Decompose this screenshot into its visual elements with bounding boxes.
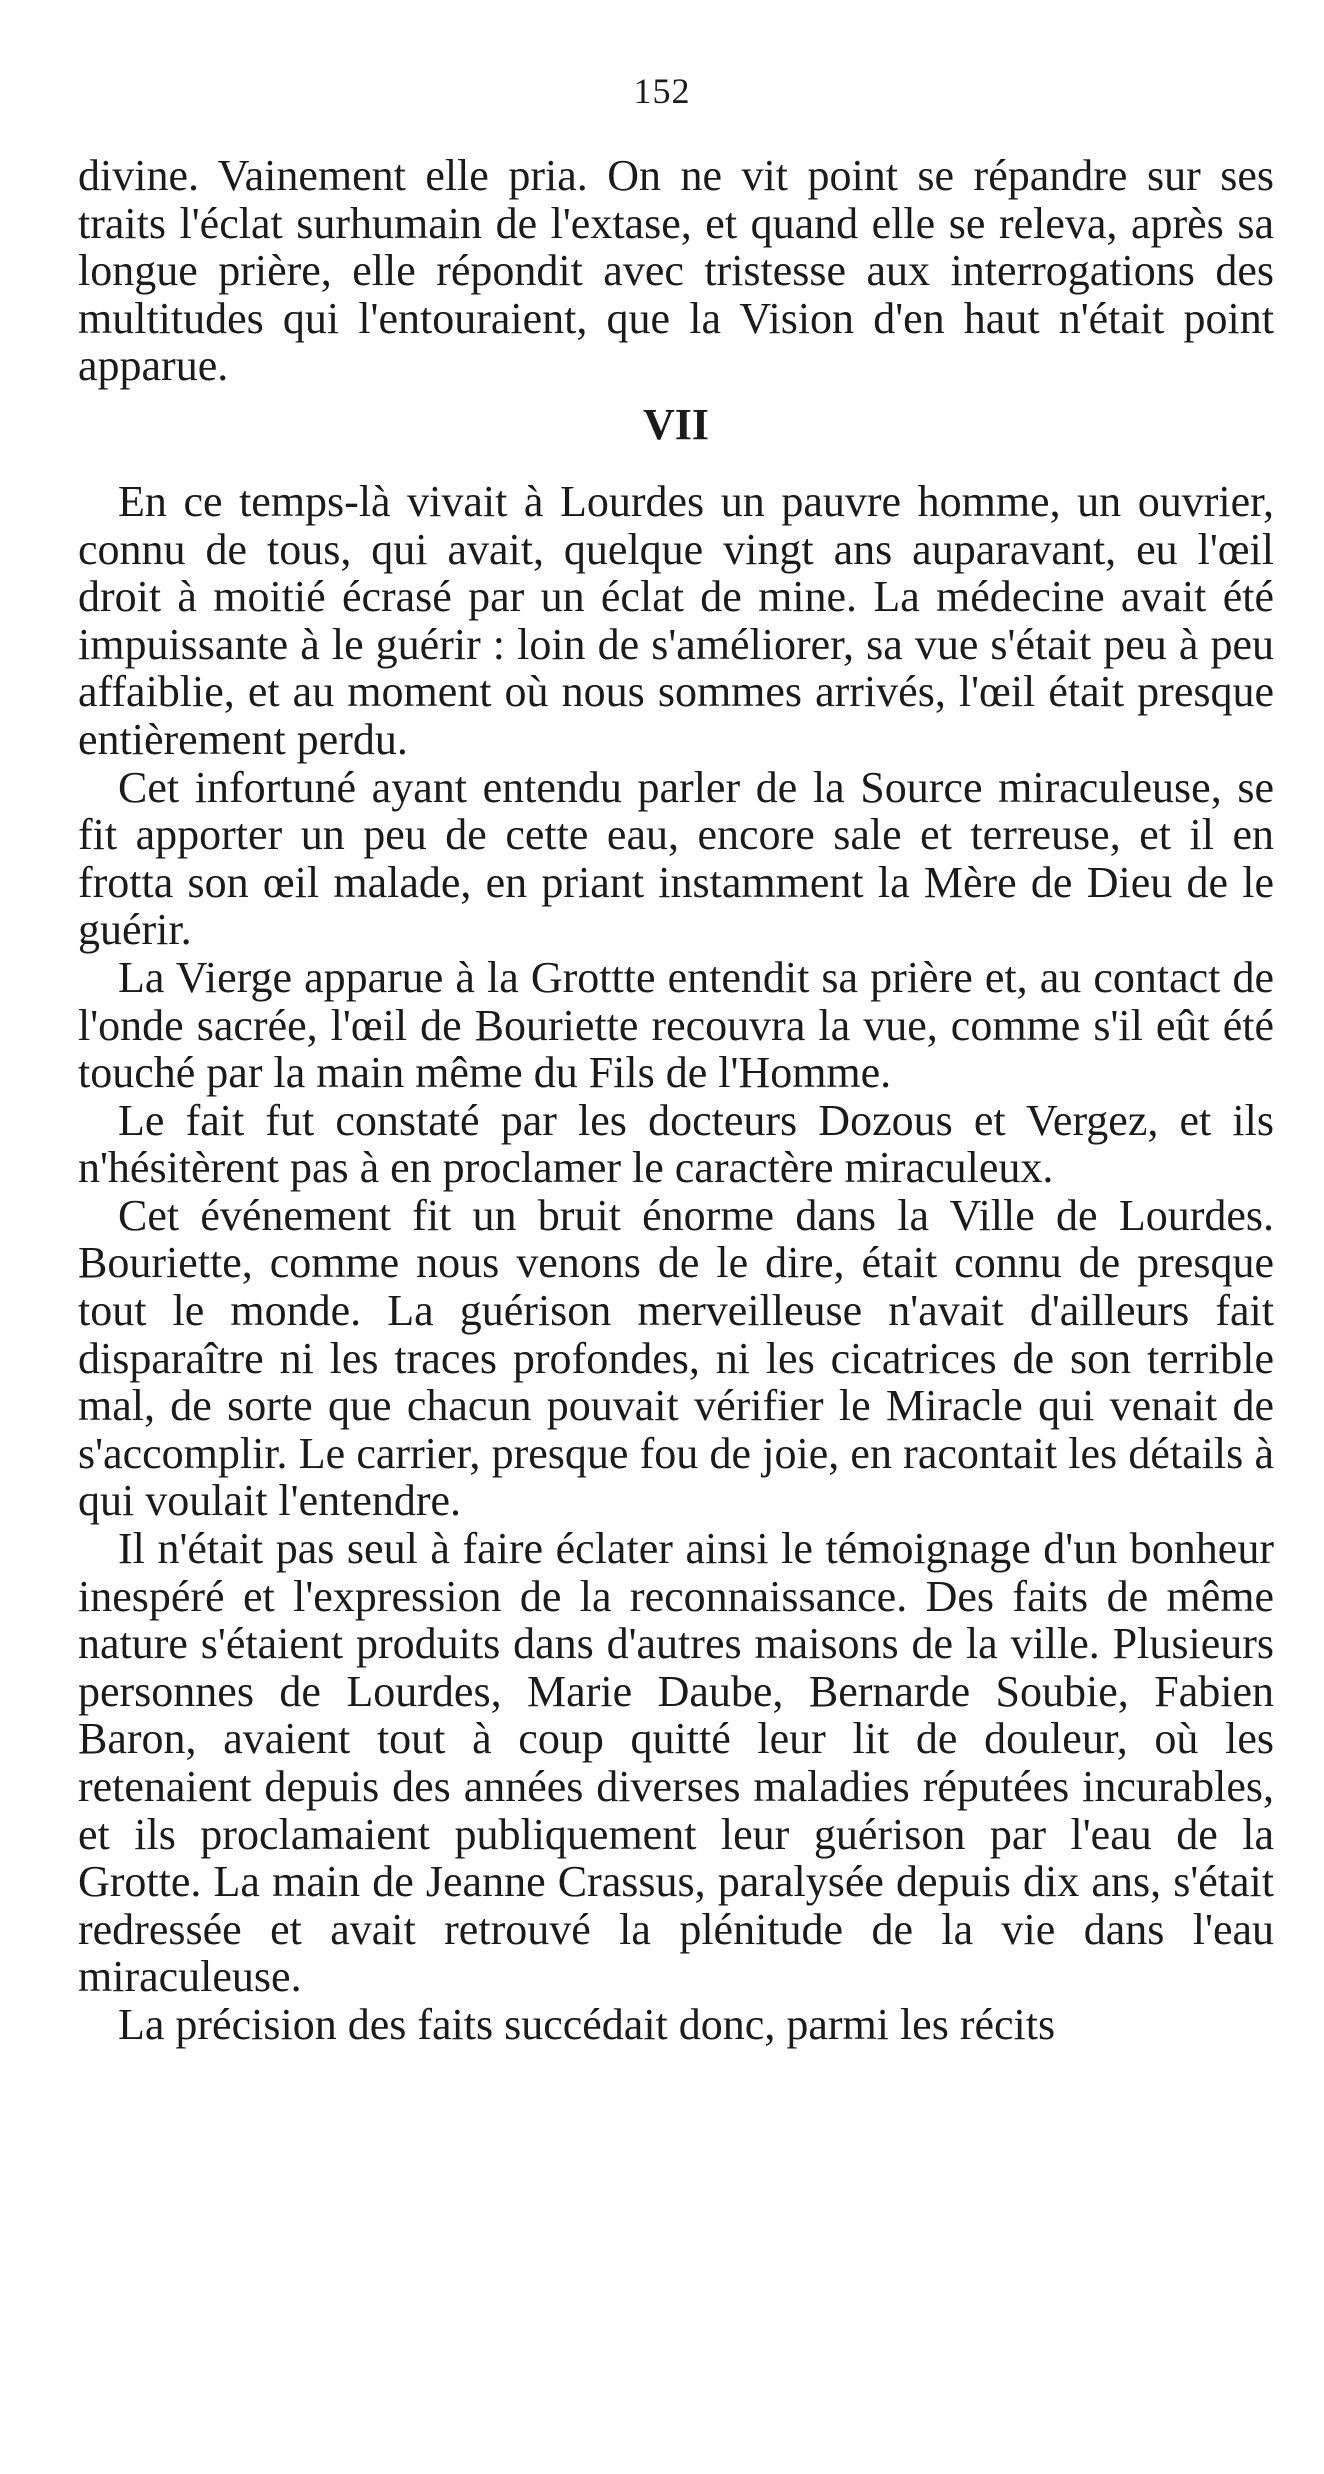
- paragraph-5: Cet événement fit un bruit énorme dans la Ville de Lourdes. Bouriette, comme nous venons de le dire, était connu de presque tout le monde. La guérison merveilleuse n'avait d'ailleurs fait disparaître ni les traces profondes, ni les cicatrices de son terrible mal, de sorte que chacun pouvait vérifier le Miracle qui venait de s'accomplir. Le carrier, presque fou de joie, en racontait les détails à qui voulait l'entendre.: [78, 1190, 1274, 1526]
- paragraph-2: Cet infortuné ayant entendu parler de la Source miraculeuse, se fit apporter un peu de cette eau, encore sale et terreuse, et il en frotta son œil malade, en priant instamment la Mère de Dieu de le guérir.: [78, 762, 1274, 955]
- opening-paragraph: divine. Vainement elle pria. On ne vit point se répandre sur ses traits l'éclat surhumain de l'extase, et quand elle se releva, après sa longue prière, elle répondit avec tristesse aux interrogations des multitudes qui l'entouraient, que la Vision d'en haut n'était point apparue.: [78, 151, 1274, 391]
- paragraph-4: Le fait fut constaté par les docteurs Dozous et Vergez, et ils n'hésitèrent pas à en proclamer le caractère miraculeux.: [78, 1095, 1274, 1193]
- paragraph-7: La précision des faits succédait donc, parmi les récits: [118, 1999, 1056, 2049]
- paragraph-6: Il n'était pas seul à faire éclater ainsi le témoignage d'un bonheur inespéré et l'expression de la reconnaissance. Des faits de même nature s'étaient produits dans d'autres maisons de la ville. Plusieurs personnes de Lourdes, Marie Daube, Bernarde Soubie, Fabien Baron, avaient tout à coup quitté leur lit de douleur, où les retenaient depuis des années diverses maladies réputées incurables, et ils proclamaient publiquement leur guérison par l'eau de la Grotte. La main de Jeanne Crassus, paralysée depuis dix ans, s'était redressée et avait retrouvé la plénitude de la vie dans l'eau miraculeuse.: [78, 1524, 1274, 2002]
- paragraph-1: En ce temps-là vivait à Lourdes un pauvre homme, un ouvrier, connu de tous, qui avait, quelque vingt ans auparavant, eu l'œil droit à moitié écrasé par un éclat de mine. La médecine avait été impuissante à le guérir : loin de s'améliorer, sa vue s'était peu à peu affaiblie, et au moment où nous sommes arrivés, l'œil était presque entièrement perdu.: [78, 476, 1274, 764]
- paragraph-3: La Vierge apparue à la Grottte entendit sa prière et, au contact de l'onde sacrée, l'œil de Bouriette recouvra la vue, comme s'il eût été touché par la main même du Fils de l'Homme.: [78, 952, 1274, 1098]
- section-heading: VII: [642, 399, 710, 449]
- page-body: [78, 152, 1274, 2049]
- page-number: 152: [633, 71, 691, 111]
